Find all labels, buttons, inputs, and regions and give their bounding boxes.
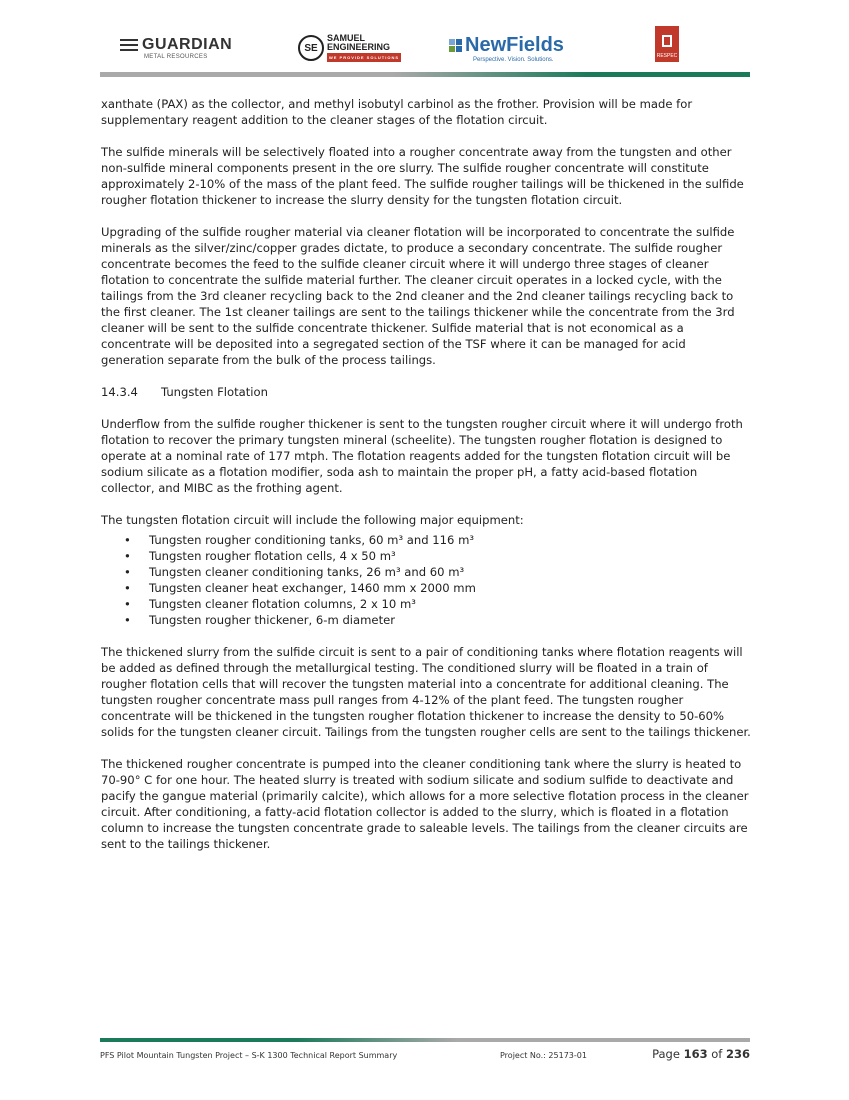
newfields-squares-icon: [449, 39, 462, 52]
paragraph-conditioning: The thickened slurry from the sulfide circuit is sent to a pair of conditioning tanks where flotation reagents will be added as defined through the metallurgical testing. The conditioned slurry will be floated in a train of rougher flotation cells that will recover the tungsten material into a concentrate for additional cleaning. The tungsten rougher concentrate mass pull ranges from 4-12% of the plant feed. The tungsten rougher concentrate will be thickened in the tungsten rougher flotation thickener to increase the density to 50-60% solids for the tungsten cleaner circuit. Tailings from the tungsten rougher cells are sent to the tailings thickener.: [101, 645, 751, 739]
newfields-logo-name: NewFields: [465, 34, 564, 56]
list-item: • Tungsten cleaner flotation columns, 2 x 10 m³: [149, 596, 751, 612]
equipment-list: [101, 532, 751, 628]
paragraph-sulfide-rougher: The sulfide minerals will be selectively floated into a rougher concentrate away from the tungsten and other non-sulfide mineral components present in the ore slurry. The sulfide rougher concentrate will constitute approximately 2-10% of the mass of the plant feed. The sulfide rougher tailings will be thickened in the sulfide rougher flotation thickener to increase the slurry density for the tungsten flotation circuit.: [101, 145, 744, 207]
page-footer: [100, 1047, 750, 1063]
header-divider: [100, 72, 750, 77]
samuel-logo-tagline: WE PROVIDE SOLUTIONS: [329, 55, 400, 60]
guardian-mark-icon: [120, 36, 138, 54]
paragraph-cleaner-heating: The thickened rougher concentrate is pumped into the cleaner conditioning tank where the slurry is heated to 70-90° C for one hour. The heated slurry is treated with sodium silicate and sodium sulfide to deactivate and pacify the gangue material (primarily calcite), which allows for a more selective flotation process in the cleaner circuit. After conditioning, a fatty-acid flotation collector is added to the slurry, which is floated in a flotation column to increase the tungsten concentrate grade to saleable levels. The tailings from the cleaner circuits are sent to the tailings thickener.: [101, 757, 749, 851]
section-title: Tungsten Flotation: [161, 385, 268, 399]
current-page: 163: [683, 1047, 708, 1061]
paragraph-sulfide-cleaner: Upgrading of the sulfide rougher material via cleaner flotation will be incorporated to concentrate the sulfide minerals as the silver/zinc/copper grades dictate, to produce a secondary concentrate. The sulfide rougher concentrate becomes the feed to the sulfide cleaner circuit where it will undergo three stages of cleaner flotation to concentrate the sulfide material further. The cleaner circuit operates in a locked cycle, with the tailings from the 3rd cleaner recycling back to the 2nd cleaner and the 2nd cleaner tailings recycling back to the first cleaner. The 1st cleaner tailings are sent to the tailings thickener while the concentrate from the 3rd cleaner will be sent to the sulfide concentrate thickener. Sulfide material that is not economical as a concentrate will be deposited into a segregated section of the TSF where it can be managed for acid generation separate from the bulk of the process tailings.: [101, 225, 735, 367]
list-item: • Tungsten rougher conditioning tanks, 60 m³ and 116 m³: [149, 532, 751, 548]
paragraph-tungsten-rougher: Underflow from the sulfide rougher thickener is sent to the tungsten rougher circuit where it will undergo froth flotation to recover the primary tungsten mineral (scheelite). The tungsten rougher flotation is designed to operate at a nominal rate of 177 mtph. The flotation reagents added for the tungsten flotation circuit will be sodium silicate as a flotation modifier, soda ash to maintain the proper pH, a fatty acid-based flotation collector, and MIBC as the frothing agent.: [101, 417, 743, 495]
respec-logo: [655, 26, 679, 62]
page-header: [0, 0, 849, 80]
list-item: • Tungsten cleaner heat exchanger, 1460 mm x 2000 mm: [149, 580, 751, 596]
list-item: • Tungsten rougher thickener, 6-m diameter: [149, 612, 751, 628]
total-pages: 236: [725, 1047, 750, 1061]
se-badge-icon: SE: [298, 35, 324, 61]
section-heading: [101, 384, 751, 400]
samuel-logo-line2: ENGINEERING: [327, 42, 391, 52]
footer-project-number: Project No.: 25173-01: [500, 1051, 587, 1060]
list-item: • Tungsten rougher flotation cells, 4 x 50 m³: [149, 548, 751, 564]
guardian-logo: [120, 36, 232, 60]
footer-divider: [100, 1038, 750, 1042]
list-item: • Tungsten cleaner conditioning tanks, 26 m³ and 60 m³: [149, 564, 751, 580]
respec-logo-label: RESPEC: [656, 53, 678, 59]
newfields-logo-tagline: Perspective. Vision. Solutions.: [473, 57, 554, 63]
page-number: Page 163 of 236: [652, 1047, 750, 1061]
respec-mark-icon: [662, 35, 672, 47]
section-number: 14.3.4: [101, 385, 138, 399]
footer-report-title: PFS Pilot Mountain Tungsten Project – S-K 1300 Technical Report Summary: [100, 1051, 398, 1060]
newfields-logo: [449, 34, 564, 63]
samuel-logo-line1: SAMUEL: [327, 33, 365, 43]
samuel-engineering-logo: [298, 34, 401, 62]
guardian-logo-subtitle: METAL RESOURCES: [144, 54, 208, 60]
guardian-logo-name: GUARDIAN: [142, 36, 233, 53]
paragraph-equipment-intro: The tungsten flotation circuit will include the following major equipment:: [101, 513, 524, 527]
paragraph-reagents: xanthate (PAX) as the collector, and methyl isobutyl carbinol as the frother. Provision will be made for supplementary reagent addition to the cleaner stages of the flotation circuit.: [101, 97, 693, 127]
document-body: [101, 96, 751, 868]
